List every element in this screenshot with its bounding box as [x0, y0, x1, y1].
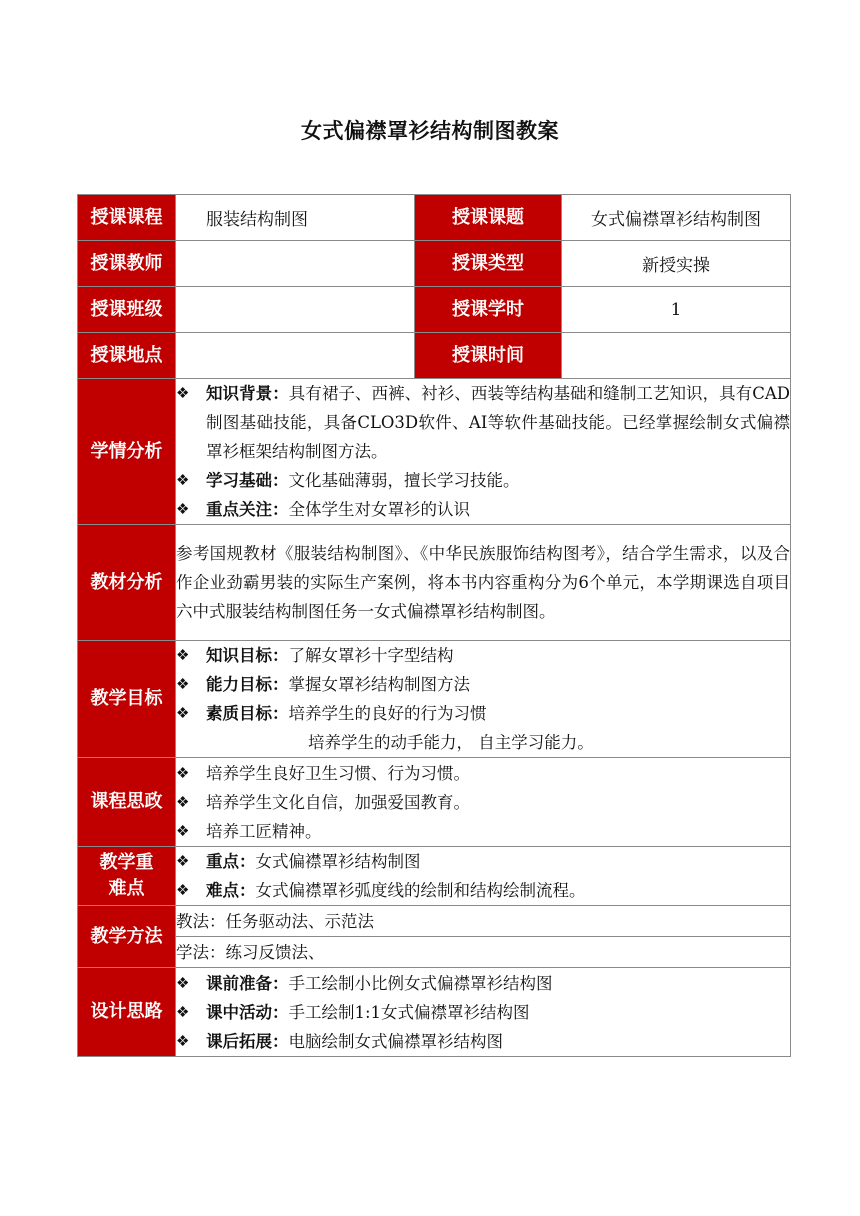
place-label: 授课地点	[78, 333, 176, 379]
diamond-bullet-icon: ❖	[176, 881, 190, 899]
item-text: 了解女罩衫十字型结构	[288, 646, 454, 665]
key-points-label	[78, 847, 176, 906]
hours-value: 1	[562, 287, 791, 333]
item-key: 课中活动：	[206, 1002, 289, 1022]
key-points-label-line1: 教学重	[99, 852, 154, 873]
item-text: 具有裙子、西裤、衬衫、西装等结构基础和缝制工艺知识，具有CAD制图基础技能，具备CLO3D软件、AI等软件基础技能。已经掌握绘制女式偏襟罩衫框架结构制图方法。	[206, 384, 790, 461]
design-content	[176, 968, 791, 1057]
list-item	[176, 641, 790, 670]
row-learner-analysis	[78, 379, 791, 525]
diamond-bullet-icon: ❖	[176, 500, 190, 518]
diamond-bullet-icon: ❖	[176, 821, 190, 840]
diamond-bullet-icon: ❖	[176, 852, 190, 870]
list-item	[176, 495, 790, 524]
class-value	[176, 287, 415, 333]
row-objectives	[78, 641, 791, 758]
item-text: 女式偏襟罩衫弧度线的绘制和结构绘制流程。	[255, 881, 586, 900]
learner-analysis-content	[176, 379, 791, 525]
diamond-bullet-icon: ❖	[176, 973, 190, 992]
item-key: 知识目标：	[206, 646, 289, 665]
methods-teaching: 教法：任务驱动法、示范法	[176, 906, 791, 937]
row-design	[78, 968, 791, 1057]
list-item	[176, 670, 790, 699]
row-ideology	[78, 758, 791, 847]
item-key: 能力目标：	[206, 675, 289, 694]
row-key-points	[78, 847, 791, 906]
list-item	[176, 847, 790, 876]
item-text: 女式偏襟罩衫结构制图	[255, 852, 421, 871]
diamond-bullet-icon: ❖	[176, 1031, 190, 1050]
list-item	[176, 759, 790, 788]
diamond-bullet-icon: ❖	[176, 646, 190, 664]
row-teacher	[78, 241, 791, 287]
diamond-bullet-icon: ❖	[176, 1002, 190, 1021]
list-item	[176, 788, 790, 817]
list-item	[176, 969, 790, 998]
item-key: 课前准备：	[206, 973, 289, 993]
design-label: 设计思路	[78, 968, 176, 1057]
diamond-bullet-icon: ❖	[176, 384, 190, 402]
item-text: 手工绘制小比例女式偏襟罩衫结构图	[288, 973, 553, 993]
diamond-bullet-icon: ❖	[176, 675, 190, 693]
list-item	[176, 817, 790, 846]
item-text: 培养学生的良好的行为习惯	[288, 704, 487, 723]
objectives-content	[176, 641, 791, 758]
item-text: 手工绘制1:1女式偏襟罩衫结构图	[288, 1002, 530, 1022]
ideology-content	[176, 758, 791, 847]
topic-value: 女式偏襟罩衫结构制图	[562, 195, 791, 241]
type-label: 授课类型	[415, 241, 562, 287]
diamond-bullet-icon: ❖	[176, 471, 190, 489]
class-label: 授课班级	[78, 287, 176, 333]
course-value: 服装结构制图	[176, 195, 415, 241]
item-text: 全体学生对女罩衫的认识	[288, 500, 470, 519]
row-methods-teaching	[78, 906, 791, 937]
item-key: 难点：	[206, 881, 256, 900]
list-item	[176, 1027, 790, 1056]
objectives-extra-line: 培养学生的动手能力， 自主学习能力。	[308, 733, 594, 752]
teacher-label: 授课教师	[78, 241, 176, 287]
row-course	[78, 195, 791, 241]
time-value	[562, 333, 791, 379]
diamond-bullet-icon: ❖	[176, 763, 190, 782]
item-key: 课后拓展：	[206, 1031, 289, 1051]
type-value: 新授实操	[562, 241, 791, 287]
item-text: 培养学生文化自信，加强爱国教育。	[206, 792, 470, 812]
diamond-bullet-icon: ❖	[176, 792, 190, 811]
diamond-bullet-icon: ❖	[176, 704, 190, 722]
material-analysis-content	[176, 525, 791, 641]
item-key: 学习基础：	[206, 471, 289, 490]
row-class	[78, 287, 791, 333]
row-place	[78, 333, 791, 379]
item-text: 培养学生良好卫生习惯、行为习惯。	[206, 763, 470, 783]
ideology-label: 课程思政	[78, 758, 176, 847]
time-label: 授课时间	[415, 333, 562, 379]
course-label: 授课课程	[78, 195, 176, 241]
hours-label: 授课学时	[415, 287, 562, 333]
item-key: 素质目标：	[206, 704, 289, 723]
lesson-plan-table	[77, 194, 791, 1057]
material-analysis-text: 参考国规教材《服装结构制图》、《中华民族服饰结构图考》，结合学生需求，以及合作企业劲霸男装的实际生产案例，将本书内容重构分为6个单元，本学期课选自项目六中式服装结构制图任务一女式偏襟罩衫结构制图。	[176, 544, 790, 621]
list-item	[176, 466, 790, 495]
row-material-analysis	[78, 525, 791, 641]
item-key: 重点关注：	[206, 500, 289, 519]
place-value	[176, 333, 415, 379]
key-points-content	[176, 847, 791, 906]
row-methods-learning	[78, 937, 791, 968]
item-text: 文化基础薄弱，擅长学习技能。	[288, 471, 520, 490]
item-key: 知识背景：	[206, 384, 289, 403]
page-title: 女式偏襟罩衫结构制图教案	[301, 119, 559, 143]
teacher-value	[176, 241, 415, 287]
methods-label: 教学方法	[78, 906, 176, 968]
methods-learning: 学法：练习反馈法、	[176, 937, 791, 968]
item-text: 培养工匠精神。	[206, 821, 322, 841]
topic-label: 授课课题	[415, 195, 562, 241]
item-text: 掌握女罩衫结构制图方法	[288, 675, 470, 694]
item-key: 重点：	[206, 852, 256, 871]
list-item	[176, 379, 790, 466]
objectives-label: 教学目标	[78, 641, 176, 758]
key-points-label-line2: 难点	[108, 878, 145, 899]
list-item	[176, 699, 790, 728]
material-analysis-label: 教材分析	[78, 525, 176, 641]
learner-analysis-label: 学情分析	[78, 379, 176, 525]
list-item	[176, 876, 790, 905]
item-text: 电脑绘制女式偏襟罩衫结构图	[288, 1031, 503, 1051]
list-item	[176, 998, 790, 1027]
